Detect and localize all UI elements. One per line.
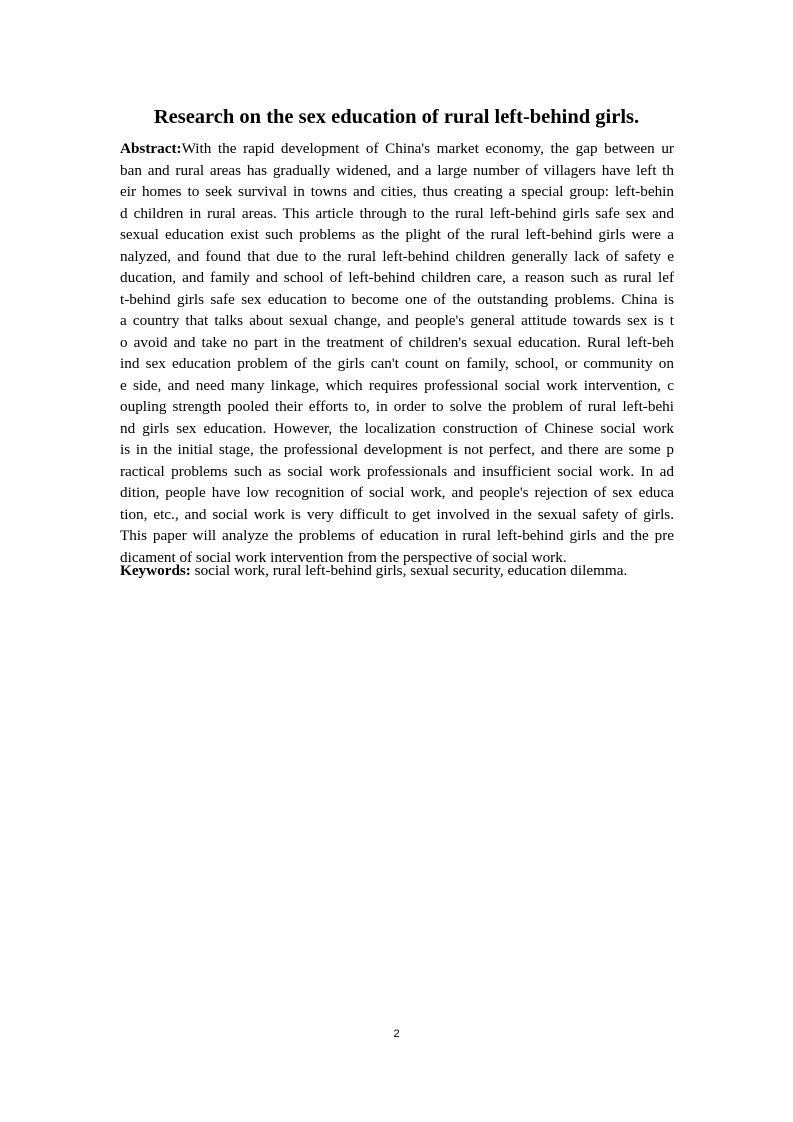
abstract-line: ractical problems such as social work professionals and insufficient social work. In ad <box>120 462 674 480</box>
abstract-line: o avoid and take no part in the treatment of children's sexual education. Rural left-beh <box>120 333 674 351</box>
abstract-line: t-behind girls safe sex education to become one of the outstanding problems. China is <box>120 290 674 308</box>
abstract-line: ban and rural areas has gradually widened, and a large number of villagers have left th <box>120 161 674 179</box>
abstract-line: tion, etc., and social work is very difficult to get involved in the sexual safety of girls. <box>120 505 674 523</box>
abstract-line: ind sex education problem of the girls can't count on family, school, or community on <box>120 355 674 372</box>
keywords-line <box>120 560 680 582</box>
abstract-line: nd girls sex education. However, the localization construction of Chinese social work <box>120 419 674 437</box>
abstract-line: dition, people have low recognition of social work, and people's rejection of sex educa <box>120 484 674 501</box>
abstract-line: sexual education exist such problems as the plight of the rural left-behind girls were a <box>120 226 674 243</box>
abstract-line: This paper will analyze the problems of education in rural left-behind girls and the pre <box>120 527 674 544</box>
abstract-line: ducation, and family and school of left-behind children care, a reason such as rural lef <box>120 269 674 286</box>
abstract-line: oupling strength pooled their efforts to, in order to solve the problem of rural left-behi <box>120 398 674 415</box>
abstract-line: a country that talks about sexual change, and people's general attitude towards sex is t <box>120 312 674 329</box>
abstract-line: eir homes to seek survival in towns and cities, thus creating a special group: left-behin <box>120 183 674 200</box>
keywords-label: Keywords: <box>120 562 191 579</box>
abstract-line: dicament of social work intervention from the perspective of social work. <box>120 548 567 566</box>
abstract-line <box>120 138 674 160</box>
abstract-section <box>120 138 674 568</box>
document-title: Research on the sex education of rural left-behind girls. <box>153 106 640 128</box>
page-number: 2 <box>393 1028 400 1040</box>
abstract-line: is in the initial stage, the professional development is not perfect, and there are some p <box>120 441 674 458</box>
abstract-text: With the rapid development of China's market economy, the gap between ur <box>181 140 674 157</box>
abstract-line: e side, and need many linkage, which requires professional social work intervention, c <box>120 376 674 394</box>
abstract-line: nalyzed, and found that due to the rural left-behind children generally lack of safety e <box>120 247 674 265</box>
abstract-label: Abstract: <box>120 140 182 157</box>
abstract-line: d children in rural areas. This article through to the rural left-behind girls safe sex and <box>120 204 674 222</box>
keywords-text: social work, rural left-behind girls, sexual security, education dilemma. <box>190 562 628 579</box>
